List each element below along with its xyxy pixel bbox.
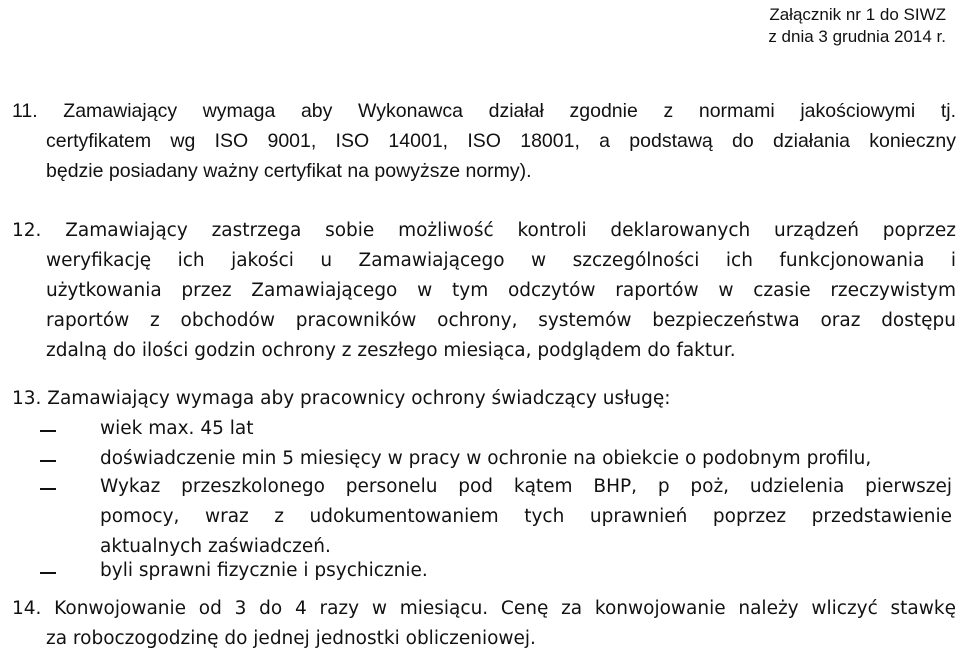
paragraph-11-line: będzie posiadany ważny certyfikat na powyższe normy). (46, 160, 532, 182)
paragraph-14 (12, 594, 956, 654)
bullet-item (12, 472, 956, 562)
dash-icon (40, 460, 56, 462)
annex-label: Załącznik nr 1 do SIWZ (769, 5, 946, 24)
bullet-item (12, 414, 956, 444)
bullet-text: wiek max. 45 lat (100, 418, 254, 439)
paragraph-12-line: raportów z obchodów pracowników ochrony, systemów bezpieczeństwa oraz dostępu (46, 310, 956, 331)
document-header (768, 4, 946, 48)
dash-icon (40, 572, 56, 574)
paragraph-12-line: weryfikację ich jakości u Zamawiającego w szczególności ich funkcjonowania i (46, 250, 956, 271)
bullet-item (12, 556, 956, 586)
bullet-text-line: aktualnych zaświadczeń. (100, 536, 331, 557)
paragraph-11-line: 11. Zamawiający wymaga aby Wykonawca działał zgodnie z normami jakościowymi tj. (12, 100, 956, 122)
paragraph-14-line: 14. Konwojowanie od 3 do 4 razy w miesiącu. Cenę za konwojowanie należy wliczyć stawkę (12, 598, 956, 619)
paragraph-11-line: certyfikatem wg ISO 9001, ISO 14001, ISO 18001, a podstawą do działania konieczny (46, 130, 956, 152)
bullet-item (12, 444, 956, 474)
annex-date: z dnia 3 grudnia 2014 r. (768, 27, 946, 46)
paragraph-11 (12, 96, 956, 186)
paragraph-13-intro: 13. Zamawiający wymaga aby pracownicy ochrony świadczący usługę: (12, 388, 671, 409)
paragraph-14-line: za roboczogodzinę do jednej jednostki obliczeniowej. (46, 628, 536, 649)
bullet-text: doświadczenie min 5 miesięcy w pracy w ochronie na obiekcie o podobnym profilu, (100, 448, 872, 469)
bullet-text: byli sprawni fizycznie i psychicznie. (100, 560, 428, 581)
bullet-text-line: pomocy, wraz z udokumentowaniem tych uprawnień poprzez przedstawienie (100, 506, 952, 527)
dash-icon (40, 488, 56, 490)
paragraph-12-line: użytkowania przez Zamawiającego w tym odczytów raportów w czasie rzeczywistym (46, 280, 956, 301)
paragraph-12-line: zdalną do ilości godzin ochrony z zeszłego miesiąca, podglądem do faktur. (46, 340, 736, 361)
bullet-text (100, 472, 952, 562)
dash-icon (40, 430, 56, 432)
bullet-text-line: Wykaz przeszkolonego personelu pod kątem BHP, p poż, udzielenia pierwszej (100, 476, 952, 497)
paragraph-12 (12, 216, 956, 366)
paragraph-12-line: 12. Zamawiający zastrzega sobie możliwość kontroli deklarowanych urządzeń poprzez (12, 220, 956, 241)
